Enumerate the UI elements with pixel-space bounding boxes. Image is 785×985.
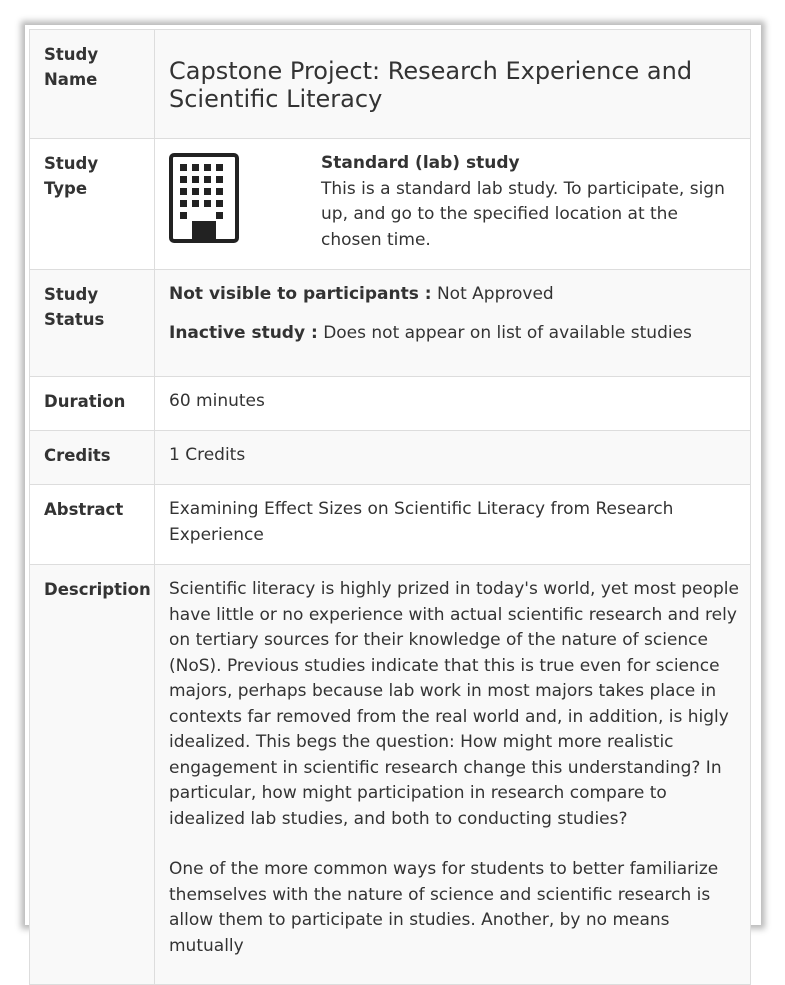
credits-label: Credits [30, 431, 155, 485]
visibility-value: Not Approved [436, 284, 554, 304]
duration-value: 60 minutes [155, 377, 751, 431]
description-cell [155, 565, 751, 985]
table-row-study-name [30, 30, 751, 139]
abstract-label: Abstract [30, 485, 155, 565]
table-row-credits [30, 431, 751, 485]
study-name-cell [155, 30, 751, 139]
building-icon [169, 153, 239, 243]
study-name-label: Study Name [30, 30, 155, 139]
study-status-cell [155, 270, 751, 377]
study-type-cell [155, 139, 751, 270]
study-info-table [29, 29, 751, 985]
table-row-duration [30, 377, 751, 431]
credits-value: 1 Credits [155, 431, 751, 485]
table-row-study-type [30, 139, 751, 270]
active-status [169, 321, 740, 347]
table-row-description [30, 565, 751, 985]
description-paragraph: One of the more common ways for students to better familiarize themselves with the nature of science and scientific research is allow them to participate in studies. Another, by no means mutually [169, 859, 719, 956]
study-status-label: Study Status [30, 270, 155, 377]
table-row-study-status [30, 270, 751, 377]
visibility-status [169, 282, 740, 308]
description-paragraph: Scientific literacy is highly prized in today's world, yet most people have little or no experience with actual scientific research and rely on tertiary sources for their knowledge of the nature of science (NoS). Previous studies indicate that this is true even for science majors, perhaps because lab work in most majors takes place in contexts far removed from the real world and, in addition, is higly idealized. This begs the question: How might more realistic engagement in scientific research change this understanding? In particular, how might participation in research compare to idealized lab studies, and both to conducting studies? [169, 579, 739, 829]
abstract-value: Examining Effect Sizes on Scientific Literacy from Research Experience [155, 485, 751, 565]
study-type-label: Study Type [30, 139, 155, 270]
study-type-description: This is a standard lab study. To participate, sign up, and go to the specified location at the chosen time. [321, 178, 725, 250]
duration-label: Duration [30, 377, 155, 431]
study-info-panel [25, 25, 761, 956]
description-label: Description [30, 565, 155, 985]
table-row-abstract [30, 485, 751, 565]
study-title: Capstone Project: Research Experience and Scientific Literacy [169, 57, 693, 113]
study-type-text [321, 151, 741, 253]
active-value: Does not appear on list of available studies [323, 322, 692, 343]
study-type-name: Standard (lab) study [321, 153, 520, 173]
visibility-key: Not visible to participants : [169, 284, 432, 304]
active-key: Inactive study : [169, 322, 318, 343]
